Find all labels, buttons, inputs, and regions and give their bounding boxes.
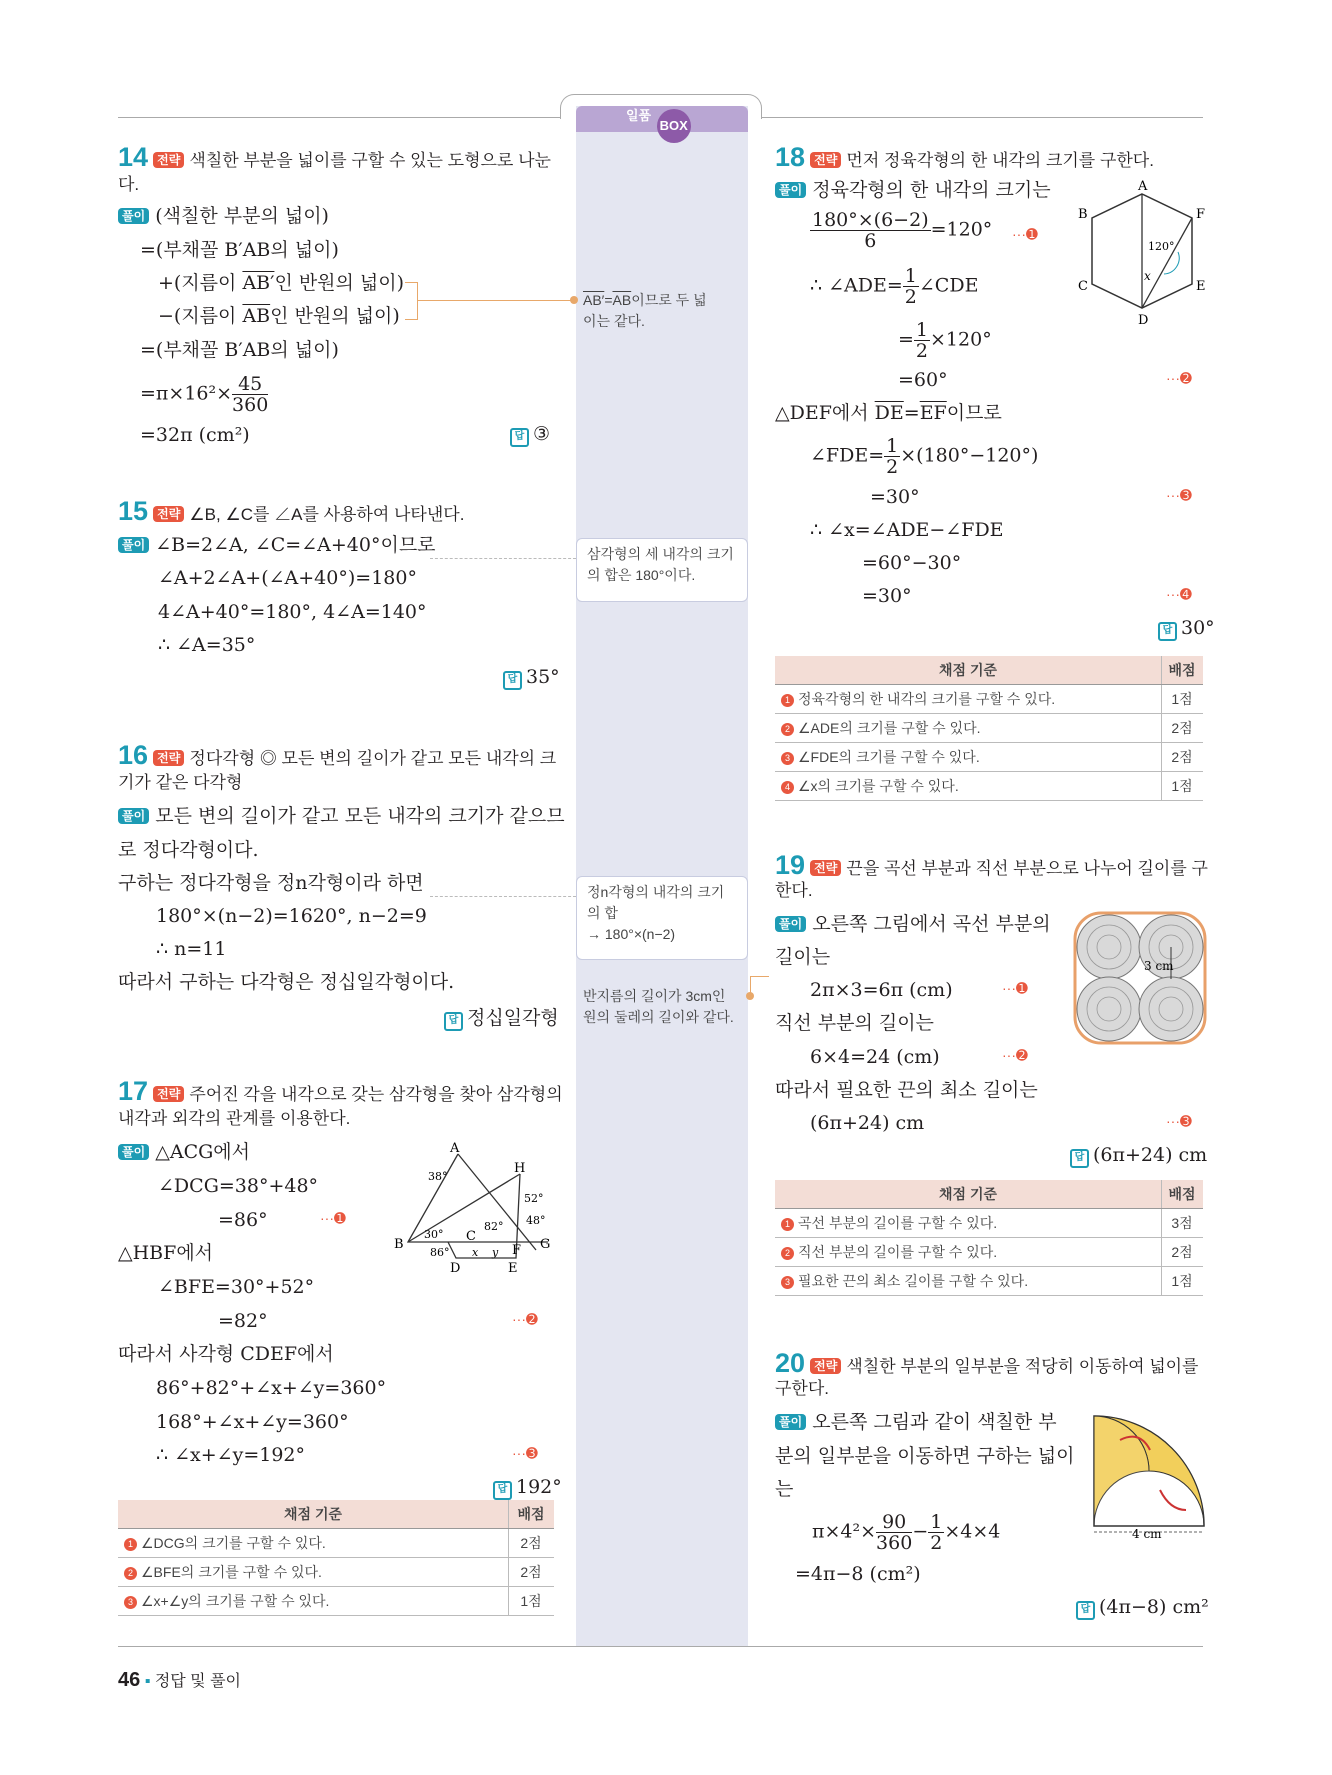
table-row: 3 필요한 끈의 최소 길이를 구할 수 있다. 1점 (775, 1267, 1203, 1296)
step-3: ···➌ (512, 1445, 538, 1461)
p14-line1: 풀이 (색칠한 부분의 넓이) (118, 204, 329, 228)
p18-line4: = $\frac{1}{2}$ ×120° (898, 319, 992, 362)
side-box-1: 삼각형의 세 내각의 크기의 합은 180°이다. (576, 538, 748, 602)
p19-line6: 따라서 필요한 끈의 최소 길이는 (775, 1079, 1038, 1101)
dashed-link (430, 558, 576, 559)
step-2-19: ···➋ (1002, 1047, 1028, 1063)
p17-line2: ∠DCG=38°+48° (158, 1175, 319, 1197)
svg-text:x: x (1144, 269, 1151, 283)
p18-line5: =60° (898, 369, 948, 391)
svg-text:F: F (512, 1243, 522, 1258)
p19-line1: 풀이 오른쪽 그림에서 곡선 부분의 (775, 912, 1051, 936)
triangle-figure-17 (388, 1140, 558, 1280)
p16-line4: 180°×(n−2)=1620°, n−2=9 (156, 905, 427, 927)
svg-text:4 cm: 4 cm (1132, 1527, 1162, 1540)
step-1: ···➊ (320, 1210, 346, 1226)
grading-table-19: 채점 기준 배점 1 곡선 부분의 길이를 구할 수 있다. 3점 2 직선 부분의 길이를 구할 수 있다. 2점 3 필요한 끈의 최소 길이를 구할 수 있다. 1점 (775, 1180, 1203, 1296)
bracket (405, 282, 418, 320)
side-note-3: 반지름의 길이가 3cm인 원의 둘레의 길이와 같다. (583, 988, 734, 1025)
p18-line1: 풀이 정육각형의 한 내각의 크기는 (775, 178, 1051, 202)
p15-line4: ∴ ∠A=35° (158, 634, 256, 656)
p15-answer: 답 35° (503, 666, 560, 690)
p14-line2: =(부채꼴 B′AB의 넓이) (140, 239, 339, 261)
problem-20-heading: 20 전략 색칠한 부분의 일부분을 적당히 이동하여 넓이를 (775, 1348, 1199, 1378)
step-3-19: ···➌ (1166, 1113, 1192, 1129)
svg-text:B: B (1078, 207, 1088, 222)
p15-line1: 풀이 ∠B=2∠A, ∠C=∠A+40°이므로 (118, 533, 436, 557)
p14-line7: =32π (cm²) (140, 424, 250, 446)
p16-line6: 따라서 구하는 다각형은 정십일각형이다. (118, 971, 455, 993)
p18-line10: =60°−30° (862, 552, 962, 574)
table-row: 2 직선 부분의 길이를 구할 수 있다. 2점 (775, 1238, 1203, 1267)
p16-line3: 구하는 정다각형을 정n각형이라 하면 (118, 872, 424, 894)
p14-line6: =π×16²× $\frac{45}{360}$ (140, 373, 269, 416)
p19-line7: (6π+24) cm (810, 1112, 925, 1134)
svg-text:C: C (1078, 279, 1088, 294)
table-row: 1 정육각형의 한 내각의 크기를 구할 수 있다. 1점 (775, 685, 1203, 714)
problem-17-heading: 17 전략 주어진 각을 내각으로 갖는 삼각형을 찾아 삼각형의 (118, 1076, 563, 1106)
svg-text:D: D (450, 1261, 461, 1276)
p15-line2: ∠A+2∠A+(∠A+40°)=180° (158, 567, 417, 589)
p20-line2: 분의 일부분을 이동하면 구하는 넓이 (775, 1445, 1075, 1467)
p19-answer: 답 (6π+24) cm (1070, 1144, 1207, 1168)
p20-line4: π×4²× $\frac{90}{360}$ − $\frac{1}{2}$ ×4×4 (812, 1511, 1001, 1554)
p16-answer: 답 정십일각형 (444, 1003, 559, 1031)
p18-answer: 답 30° (1158, 617, 1215, 641)
p20-line5: =4π−8 (cm²) (795, 1563, 921, 1585)
p18-line6: △DEF에서 $\overline{DE}=\overline{EF}$이므로 (775, 402, 1002, 424)
p19-line3: 2π×3=6π (cm) (810, 979, 953, 1001)
problem-17-strategy-cont: 내각과 외각의 관계를 이용한다. (118, 1109, 351, 1128)
p17-line4: △HBF에서 (118, 1242, 214, 1264)
p18-line11: =30° (862, 585, 912, 607)
step-3-18: ···➌ (1166, 487, 1192, 503)
svg-text:C: C (466, 1229, 476, 1244)
page-number: 46 (118, 1669, 141, 1691)
p14-answer: 답 ③ (510, 423, 550, 447)
svg-text:52°: 52° (524, 1192, 544, 1205)
p18-line8: =30° (870, 486, 920, 508)
p20-line1: 풀이 오른쪽 그림과 같이 색칠한 부 (775, 1410, 1057, 1434)
p17-line9: 168°+∠x+∠y=360° (156, 1411, 349, 1433)
p18-line9: ∴ ∠x=∠ADE−∠FDE (810, 519, 1004, 541)
connector (417, 300, 572, 301)
svg-text:G: G (540, 1237, 551, 1252)
p18-line2: $\frac{180^\circ\times(6-2)}{6}$ =120° (812, 209, 993, 252)
svg-text:38°: 38° (428, 1170, 448, 1183)
svg-text:A: A (1138, 179, 1148, 194)
svg-text:120°: 120° (1148, 240, 1175, 253)
svg-text:y: y (492, 1246, 499, 1259)
grading-table-17: 채점 기준 배점 1 ∠DCG의 크기를 구할 수 있다. 2점 2 ∠BFE의 크기를 구할 수 있다. 2점 3 ∠x+∠y의 크기를 구할 수 있다. 1점 (118, 1500, 554, 1616)
table-row: 3 ∠FDE의 크기를 구할 수 있다. 2점 (775, 743, 1203, 772)
p19-line2: 길이는 (775, 946, 831, 968)
quarter-circle-figure-20 (1090, 1410, 1210, 1540)
step-2-18: ···➋ (1166, 370, 1192, 386)
table-row: 1 ∠DCG의 크기를 구할 수 있다. 2점 (118, 1529, 554, 1558)
svg-text:D: D (1138, 313, 1149, 328)
svg-text:E: E (508, 1261, 518, 1276)
p19-line5: 6×4=24 (cm) (810, 1046, 940, 1068)
svg-text:B: B (394, 1237, 404, 1252)
p17-answer: 답 192° (493, 1476, 562, 1500)
p20-line3: 는 (775, 1478, 794, 1500)
p18-line7: ∠FDE= $\frac{1}{2}$ ×(180°−120°) (810, 435, 1039, 478)
p15-line3: 4∠A+40°=180°, 4∠A=140° (158, 601, 427, 623)
circles-figure-19 (1072, 910, 1208, 1046)
problem-20-strategy-cont: 구한다. (775, 1379, 829, 1398)
p16-line2: 로 정다각형이다. (118, 839, 259, 861)
p20-answer: 답 (4π−8) cm² (1076, 1596, 1209, 1620)
table-row: 4 ∠x의 크기를 구할 수 있다. 1점 (775, 772, 1203, 801)
table-row: 3 ∠x+∠y의 크기를 구할 수 있다. 1점 (118, 1587, 554, 1616)
problem-16-heading: 16 전략 정다각형 ◎ 모든 변의 길이가 같고 모든 내각의 크 (118, 740, 557, 770)
p17-line6: =82° (218, 1310, 268, 1332)
p17-line8: 86°+82°+∠x+∠y=360° (156, 1377, 387, 1399)
step-2: ···➋ (512, 1311, 538, 1327)
p14-line5: =(부채꼴 B′AB의 넓이) (140, 339, 339, 361)
step-1-19: ···➊ (1002, 980, 1028, 996)
p17-line7: 따라서 사각형 CDEF에서 (118, 1343, 334, 1365)
problem-19-heading: 19 전략 끈을 곡선 부분과 직선 부분으로 나누어 길이를 구 (775, 850, 1208, 880)
dashed-link-2 (430, 896, 576, 897)
problem-15-heading: 15 전략 ∠B, ∠C를 ∠A를 사용하여 나타낸다. (118, 496, 465, 526)
problem-14-heading: 14 전략 색칠한 부분을 넓이를 구할 수 있는 도형으로 나눈 (118, 142, 551, 172)
svg-text:48°: 48° (526, 1214, 546, 1227)
p17-line10: ∴ ∠x+∠y=192° (156, 1444, 306, 1466)
p14-line4: −(지름이 $\overline{AB}$인 반원의 넓이) (158, 305, 400, 327)
side-note-1: $AB'=\overline{AB}$이므로 두 넓 이는 같다. (583, 292, 707, 329)
svg-text:x: x (472, 1246, 479, 1259)
svg-text:3 cm: 3 cm (1144, 959, 1174, 973)
p16-line1: 풀이 모든 변의 길이가 같고 모든 내각의 크기가 같으므 (118, 804, 565, 828)
step-1-18: ···➊ (1012, 226, 1038, 242)
connector-3 (750, 976, 769, 997)
problem-18-heading: 18 전략 먼저 정육각형의 한 내각의 크기를 구한다. (775, 142, 1154, 172)
problem-14-strategy-cont: 다. (118, 175, 140, 194)
svg-text:86°: 86° (430, 1246, 450, 1259)
hexagon-figure-18 (1078, 178, 1208, 328)
p19-line4: 직선 부분의 길이는 (775, 1012, 934, 1034)
p18-line3: ∴ ∠ADE= $\frac{1}{2}$ ∠CDE (810, 265, 979, 308)
badge: 일품 BOX (626, 105, 691, 143)
table-row: 2 ∠ADE의 크기를 구할 수 있다. 2점 (775, 714, 1203, 743)
svg-text:E: E (1196, 279, 1206, 294)
svg-text:H: H (514, 1161, 526, 1176)
p17-line3: =86° (218, 1209, 268, 1231)
svg-text:30°: 30° (424, 1228, 444, 1241)
svg-text:F: F (1196, 207, 1206, 222)
svg-text:A: A (450, 1141, 460, 1156)
table-row: 2 ∠BFE의 크기를 구할 수 있다. 2점 (118, 1558, 554, 1587)
p17-line5: ∠BFE=30°+52° (158, 1276, 315, 1298)
footer: 46 ▪ 정답 및 풀이 (118, 1669, 241, 1691)
section-title: 정답 및 풀이 (154, 1673, 241, 1690)
note-dot-1 (570, 296, 578, 304)
grading-table-18: 채점 기준 배점 1 정육각형의 한 내각의 크기를 구할 수 있다. 1점 2 ∠ADE의 크기를 구할 수 있다. 2점 3 ∠FDE의 크기를 구할 수 있다. 2점 4 ∠x의 크기를 구할 수 있다. 1점 (775, 656, 1203, 801)
p16-line5: ∴ n=11 (156, 938, 227, 960)
bottom-rule (118, 1646, 1203, 1647)
side-box-2: 정n각형의 내각의 크기 의 합 → 180°×(n−2) (576, 876, 748, 960)
p14-line3: +(지름이 AB′인 반원의 넓이) (158, 272, 405, 294)
step-4-18: ···➍ (1166, 586, 1192, 602)
table-row: 1 곡선 부분의 길이를 구할 수 있다. 3점 (775, 1209, 1203, 1238)
problem-16-strategy-cont: 기가 같은 다각형 (118, 773, 243, 792)
problem-19-strategy-cont: 한다. (775, 881, 813, 900)
p17-line1: 풀이 △ACG에서 (118, 1140, 250, 1164)
svg-text:82°: 82° (484, 1220, 504, 1233)
